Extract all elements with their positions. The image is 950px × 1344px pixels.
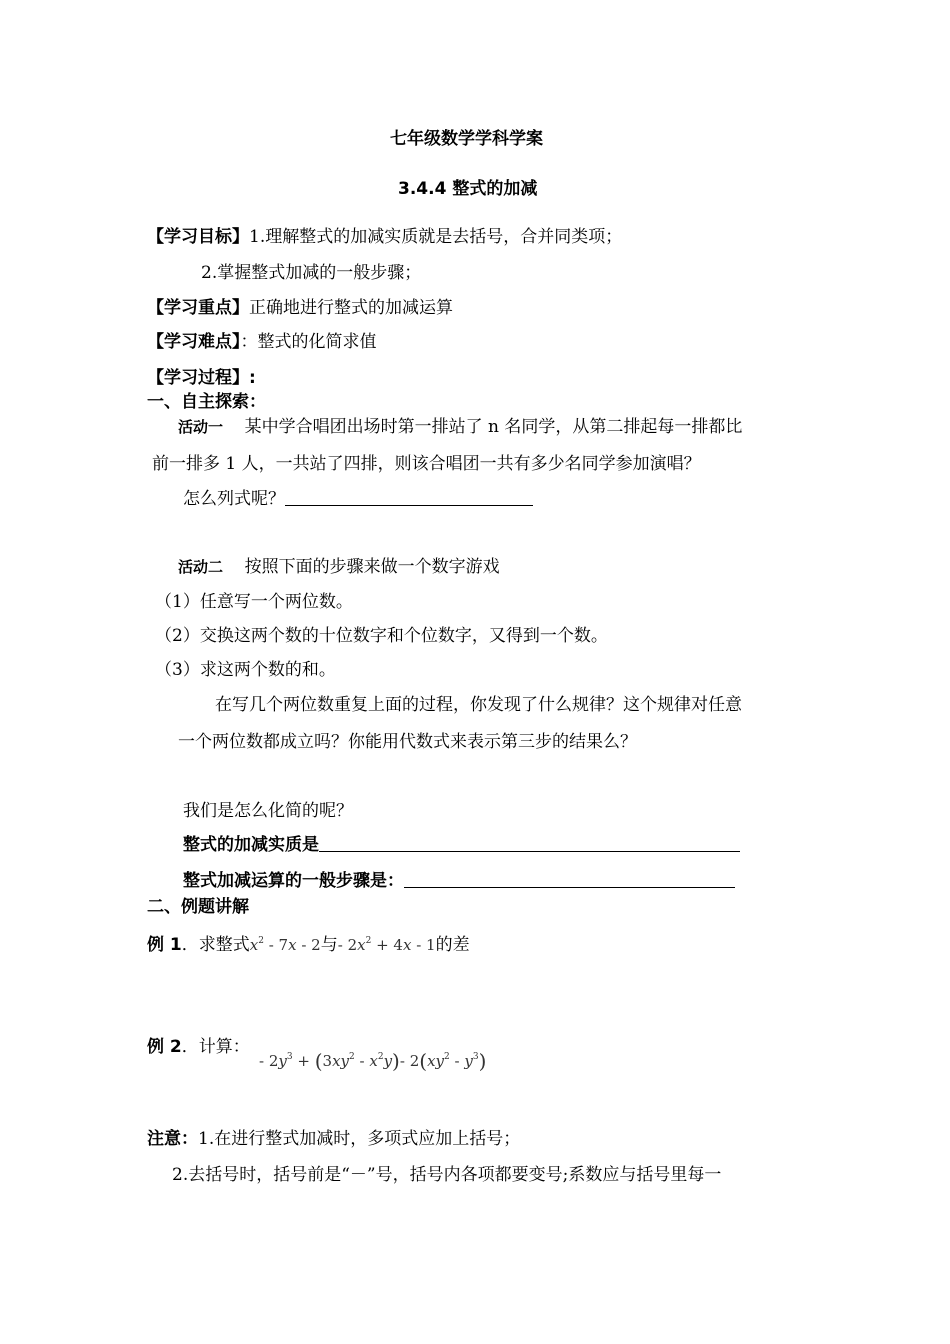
learning-goal-1 — [147, 226, 622, 248]
example-2 — [147, 1036, 250, 1058]
activity-1-label: 活动一 — [178, 418, 224, 436]
activity-1-text: 某中学合唱团出场时第一排站了 n 名同学，从第二排起每一排都比 — [244, 417, 743, 437]
learning-difficulty — [147, 331, 377, 353]
activity-2-text: 按照下面的步骤来做一个数字游戏 — [244, 557, 500, 577]
activity-2-para-1: 在写几个两位数重复上面的过程，你发现了什么规律？这个规律对任意 — [215, 695, 742, 715]
key-text: 正确地进行整式的加减运算 — [249, 298, 453, 318]
note-item-1: 1.在进行整式加减时，多项式应加上括号； — [198, 1129, 521, 1149]
note-line-2: 2.去括号时，括号前是“－”号，括号内各项都要变号;系数应与括号里每一 — [172, 1165, 722, 1185]
goal-label: 【学习目标】 — [147, 227, 249, 247]
activity-2-step-3: （3）求这两个数的和。 — [155, 660, 336, 680]
activity-2-line — [178, 556, 500, 578]
example-1-expr-1: $x^2 - 7x - 2$ — [249, 936, 321, 954]
example-1-pre: ．求整式 — [181, 935, 250, 955]
steps-label: 整式加减运算的一般步骤是： — [183, 871, 404, 891]
section-2-heading: 二、例题讲解 — [147, 897, 249, 917]
simplify-question: 我们是怎么化简的呢？ — [183, 801, 353, 821]
key-label: 【学习重点】 — [147, 298, 249, 318]
goal-item-1: 1.理解整式的加减实质就是去括号，合并同类项； — [249, 227, 623, 247]
activity-1-line-1 — [178, 416, 742, 438]
example-1 — [147, 930, 470, 956]
question-text: 怎么列式呢？ — [183, 489, 285, 509]
example-1-expr-2: - $2x^2 + 4x - 1$ — [337, 936, 436, 954]
lesson-subtitle: 3.4.4 整式的加减 — [398, 179, 538, 199]
note-label: 注意： — [147, 1129, 198, 1149]
difficulty-label: 【学习难点】 — [147, 332, 241, 352]
essence-label: 整式的加减实质是 — [183, 835, 319, 855]
example-1-label: 例 1 — [147, 935, 182, 955]
activity-2-label: 活动二 — [178, 558, 224, 576]
essence-line — [183, 834, 740, 856]
learning-key-point — [147, 297, 453, 319]
learning-process-label: 【学习过程】: — [147, 368, 256, 388]
activity-2-step-2: （2）交换这两个数的十位数字和个位数字，又得到一个数。 — [155, 626, 608, 646]
activity-1-line-2: 前一排多 1 人，一共站了四排，则该合唱团一共有多少名同学参加演唱？ — [152, 454, 701, 474]
answer-blank[interactable] — [285, 489, 533, 506]
example-2-pre: ．计算： — [181, 1037, 250, 1057]
example-1-mid: 与 — [320, 935, 338, 955]
steps-blank[interactable] — [404, 871, 735, 888]
difficulty-text: ：整式的化简求值 — [240, 332, 377, 352]
example-1-post: 的差 — [435, 935, 470, 955]
note-line-1 — [147, 1128, 520, 1150]
essence-blank[interactable] — [319, 835, 740, 852]
activity-2-para-2: 一个两位数都成立吗？你能用代数式来表示第三步的结果么？ — [178, 732, 637, 752]
section-1-heading: 一、自主探索： — [147, 392, 266, 412]
activity-1-question — [183, 488, 533, 510]
page-title: 七年级数学学科学案 — [390, 129, 543, 149]
learning-goal-2: 2.掌握整式加减的一般步骤； — [201, 263, 422, 283]
steps-line — [183, 870, 735, 892]
example-2-label: 例 2 — [147, 1037, 182, 1057]
activity-2-step-1: （1）任意写一个两位数。 — [155, 592, 353, 612]
example-2-expression: - $2y^3 + (3xy^2 - x^2y)-$ $2(xy^2 - y^3)$ — [259, 1049, 487, 1073]
